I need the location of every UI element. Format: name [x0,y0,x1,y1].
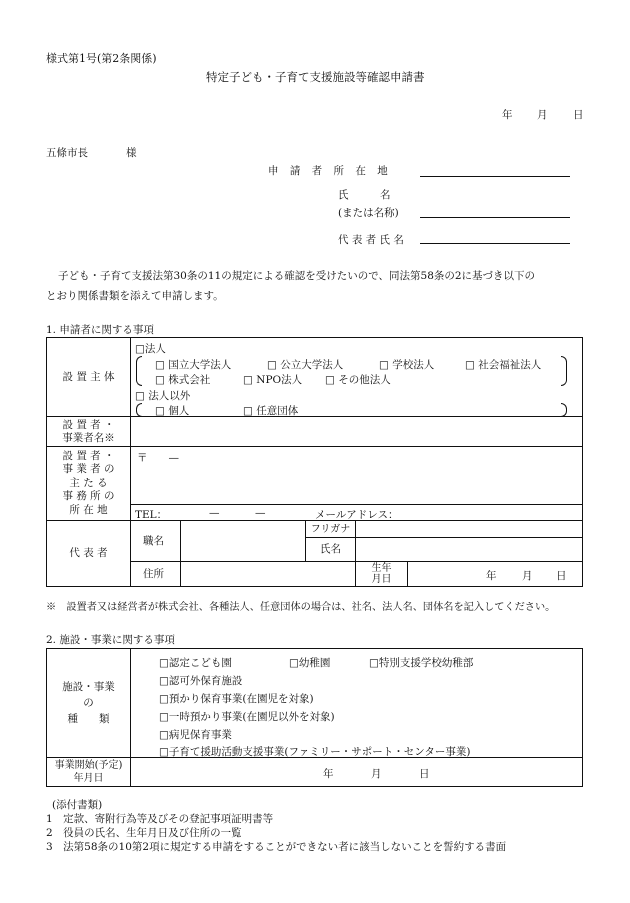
birth-label: 生年 月日 [356,562,408,587]
option-nini[interactable]: □ 任意団体 [243,405,299,417]
intro-line1: 子ども・子育て支援法第30条の11の規定による確認を受けたいので、同法第58条の2に基づき以下の [58,270,536,282]
section1-heading: 1. 申請者に関する事項 [46,324,154,336]
addressee-sama: 様 [126,147,137,159]
type-tokubetsu[interactable]: □特別支援学校幼稚部 [369,657,474,669]
furigana-field[interactable] [356,521,583,538]
not-houjin-option[interactable]: □ 法人以外 [135,390,191,402]
section2-heading: 2. 施設・事業に関する事項 [46,634,175,646]
type-kodomoen[interactable]: □認定こども園 [159,657,232,669]
date-day: 日 [573,109,584,121]
type-label: 施設・事業 の 種 類 [47,649,131,758]
furigana-label: フリガナ [306,521,356,538]
bracket-right-2 [561,403,567,417]
facility-table [46,648,583,787]
setchi-cell [131,338,583,417]
rep-label: 代 表 者 [47,521,131,587]
houjin-option[interactable]: □法人 [135,343,166,355]
name-field[interactable] [356,538,583,562]
attachments-heading: (添付書類) [52,799,103,811]
postal-mark: 〒 — [137,452,179,464]
type-ichiji[interactable]: □一時預かり事業(在園児以外を対象) [159,711,335,723]
position-field[interactable] [181,521,306,562]
type-kosodate[interactable]: □子育て援助活動支援事業(ファミリー・サポート・センター事業) [159,746,471,758]
email-label: メールアドレス： [315,509,399,521]
bracket-right-1 [561,356,567,386]
bracket-left-1 [136,356,142,386]
option-kabushiki[interactable]: □ 株式会社 [155,374,211,386]
name-label: 氏名 [306,538,356,562]
type-youchien[interactable]: □幼稚園 [289,657,331,669]
attachment-item: 3 法第58条の10第2項に規定する申請をすることができない者に該当しないことを誓約する書面 [46,841,507,853]
tel-dash-1: — [209,507,220,519]
date-year: 年 [502,109,513,121]
address-label: 住所 [131,562,181,587]
option-sonota[interactable]: □ その他法人 [325,374,391,386]
option-gakkou[interactable]: □ 学校法人 [379,359,435,371]
type-azukari[interactable]: □預かり保育事業(在園児を対象) [159,693,314,705]
operator-name-label: 設 置 者 ・ 事業者名※ [47,417,131,447]
start-day: 日 [419,768,430,780]
attachment-item: 2 役員の氏名、生年月日及び住所の一覧 [46,827,242,839]
start-year: 年 [323,768,334,780]
applicant-address-label: 申 請 者 所 在 地 [268,165,392,177]
type-cell [131,649,583,758]
date-month: 月 [537,109,548,121]
office-contact-row[interactable] [131,505,583,521]
option-kojin[interactable]: □ 個人 [155,405,190,417]
section1-note: ※ 設置者又は経営者が株式会社、各種法人、任意団体の場合は、社名、法人名、団体名を記入してください。 [46,602,556,613]
applicant-name-sub: (または名称) [338,207,399,219]
birth-year: 年 [486,570,497,582]
addressee-mayor: 五條市長 [46,147,88,159]
page-title: 特定子ども・子育て支援施設等確認申請書 [206,70,425,84]
applicant-address-line[interactable] [420,163,570,177]
applicant-table [46,337,583,587]
tel-label: TEL： [135,509,168,521]
start-field[interactable] [131,758,583,787]
intro-line2: とおり関係書類を添えて申請します。 [46,290,224,302]
type-byouji[interactable]: □病児保育事業 [159,729,232,741]
option-npo[interactable]: □ NPO法人 [243,374,303,386]
attachment-item: 1 定款、寄附行為等及びその登記事項証明書等 [46,813,274,825]
birth-month: 月 [522,570,533,582]
birth-field[interactable] [408,562,583,587]
office-label: 設 置 者 ・ 事 業 者 の 主 た る 事 務 所 の 所 在 地 [47,447,131,521]
start-month: 月 [371,768,382,780]
position-label: 職名 [131,521,181,562]
applicant-rep-label: 代 表 者 氏 名 [338,234,404,246]
option-kokuritsu[interactable]: □ 国立大学法人 [155,359,232,371]
setchi-label: 設 置 主 体 [47,338,131,417]
applicant-name-label: 氏 名 [338,189,391,201]
bracket-left-2 [136,403,142,417]
birth-day: 日 [556,570,567,582]
form-id: 様式第1号(第2条関係) [46,52,157,65]
applicant-rep-line[interactable] [420,230,570,244]
office-address-field[interactable] [131,447,583,505]
operator-name-field[interactable] [131,417,583,447]
option-kouritsu[interactable]: □ 公立大学法人 [267,359,344,371]
tel-dash-2: — [255,507,266,519]
option-shakai[interactable]: □ 社会福祉法人 [465,359,542,371]
type-ninkagai[interactable]: □認可外保育施設 [159,675,243,687]
start-label: 事業開始(予定) 年月日 [47,758,131,787]
address-field[interactable] [181,562,356,587]
applicant-name-line[interactable] [420,204,570,218]
